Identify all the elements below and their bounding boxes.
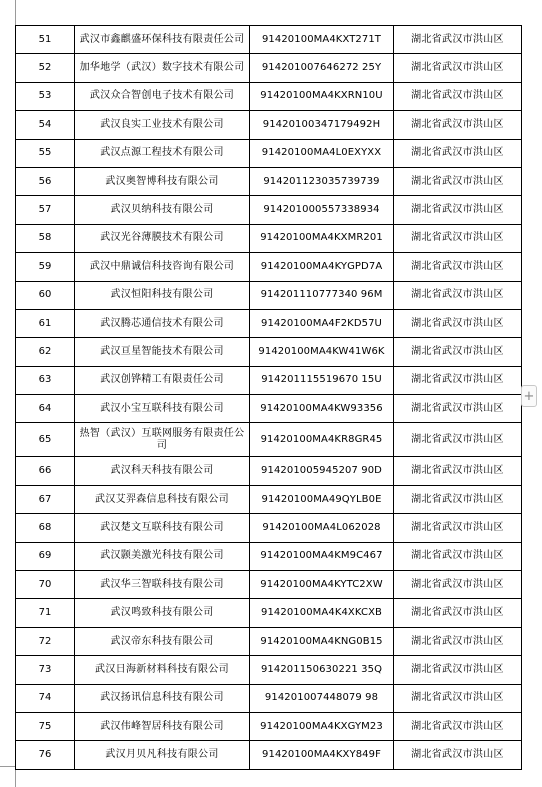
row-number-cell: 53 xyxy=(16,82,75,110)
credit-code-cell: 91420100MA4L0EXYXX xyxy=(250,139,394,167)
company-name-cell: 武汉良实工业技术有限公司 xyxy=(75,111,250,139)
table-row xyxy=(16,514,522,542)
company-name-cell: 武汉扬讯信息科技有限公司 xyxy=(75,684,250,712)
credit-code-cell: 91420100MA4KR8GR45 xyxy=(250,423,394,457)
row-number-cell: 69 xyxy=(16,542,75,570)
row-number-cell: 60 xyxy=(16,281,75,309)
company-table-body xyxy=(16,26,522,770)
row-number-cell: 51 xyxy=(16,26,75,54)
table-row xyxy=(16,253,522,281)
company-name-cell: 武汉帝东科技有限公司 xyxy=(75,627,250,655)
credit-code-cell: 914201000557338934 xyxy=(250,196,394,224)
credit-code-cell: 914201150630221 35Q xyxy=(250,656,394,684)
company-name-cell: 武汉光谷薄膜技术有限公司 xyxy=(75,224,250,252)
address-cell: 湖北省武汉市洪山区 xyxy=(394,684,522,712)
credit-code-cell: 91420100MA4KM9C467 xyxy=(250,542,394,570)
address-cell: 湖北省武汉市洪山区 xyxy=(394,741,522,769)
table-row xyxy=(16,366,522,394)
address-cell: 湖北省武汉市洪山区 xyxy=(394,571,522,599)
address-cell: 湖北省武汉市洪山区 xyxy=(394,111,522,139)
company-name-cell: 武汉伟峰智居科技有限公司 xyxy=(75,712,250,740)
plus-icon: + xyxy=(523,389,535,404)
row-number-cell: 67 xyxy=(16,485,75,513)
table-row xyxy=(16,712,522,740)
row-number-cell: 71 xyxy=(16,599,75,627)
table-row xyxy=(16,224,522,252)
table-row xyxy=(16,684,522,712)
table-row xyxy=(16,423,522,457)
row-number-cell: 59 xyxy=(16,253,75,281)
company-name-cell: 武汉日海新材料科技有限公司 xyxy=(75,656,250,684)
address-cell: 湖北省武汉市洪山区 xyxy=(394,253,522,281)
row-number-cell: 52 xyxy=(16,54,75,82)
row-number-cell: 64 xyxy=(16,395,75,423)
credit-code-cell: 91420100MA4KYTC2XW xyxy=(250,571,394,599)
address-cell: 湖北省武汉市洪山区 xyxy=(394,338,522,366)
row-number-cell: 75 xyxy=(16,712,75,740)
row-number-cell: 72 xyxy=(16,627,75,655)
credit-code-cell: 91420100MA4K4XKCXB xyxy=(250,599,394,627)
credit-code-cell: 91420100MA4KXMR201 xyxy=(250,224,394,252)
company-name-cell: 武汉点源工程技术有限公司 xyxy=(75,139,250,167)
row-number-cell: 70 xyxy=(16,571,75,599)
company-name-cell: 武汉奥智博科技有限公司 xyxy=(75,167,250,195)
address-cell: 湖北省武汉市洪山区 xyxy=(394,281,522,309)
table-row xyxy=(16,338,522,366)
row-number-cell: 73 xyxy=(16,656,75,684)
company-name-cell: 武汉恒阳科技有限公司 xyxy=(75,281,250,309)
row-number-cell: 68 xyxy=(16,514,75,542)
address-cell: 湖北省武汉市洪山区 xyxy=(394,54,522,82)
company-name-cell: 武汉市鑫麒盛环保科技有限责任公司 xyxy=(75,26,250,54)
company-name-cell: 武汉贝纳科技有限公司 xyxy=(75,196,250,224)
address-cell: 湖北省武汉市洪山区 xyxy=(394,309,522,337)
table-row xyxy=(16,54,522,82)
address-cell: 湖北省武汉市洪山区 xyxy=(394,712,522,740)
table-row xyxy=(16,281,522,309)
table-row xyxy=(16,571,522,599)
credit-code-cell: 914201007448079 98 xyxy=(250,684,394,712)
address-cell: 湖北省武汉市洪山区 xyxy=(394,457,522,485)
credit-code-cell: 91420100MA4KXRN10U xyxy=(250,82,394,110)
address-cell: 湖北省武汉市洪山区 xyxy=(394,82,522,110)
address-cell: 湖北省武汉市洪山区 xyxy=(394,627,522,655)
row-number-cell: 54 xyxy=(16,111,75,139)
company-name-cell: 武汉颢美激光科技有限公司 xyxy=(75,542,250,570)
table-row xyxy=(16,26,522,54)
row-number-cell: 76 xyxy=(16,741,75,769)
row-number-cell: 62 xyxy=(16,338,75,366)
row-number-cell: 74 xyxy=(16,684,75,712)
address-cell: 湖北省武汉市洪山区 xyxy=(394,485,522,513)
row-number-cell: 57 xyxy=(16,196,75,224)
address-cell: 湖北省武汉市洪山区 xyxy=(394,26,522,54)
row-number-cell: 55 xyxy=(16,139,75,167)
address-cell: 湖北省武汉市洪山区 xyxy=(394,656,522,684)
company-name-cell: 武汉中鼎诚信科技咨询有限公司 xyxy=(75,253,250,281)
credit-code-cell: 914201007646272 25Y xyxy=(250,54,394,82)
table-row xyxy=(16,627,522,655)
table-row xyxy=(16,485,522,513)
company-name-cell: 武汉亘星智能技术有限公司 xyxy=(75,338,250,366)
company-name-cell: 武汉创铧精工有限责任公司 xyxy=(75,366,250,394)
credit-code-cell: 91420100MA4KXY849F xyxy=(250,741,394,769)
address-cell: 湖北省武汉市洪山区 xyxy=(394,366,522,394)
crop-mark-top-left xyxy=(15,0,16,28)
table-row xyxy=(16,457,522,485)
credit-code-cell: 914201123035739739 xyxy=(250,167,394,195)
credit-code-cell: 914201110777340 96M xyxy=(250,281,394,309)
row-number-cell: 63 xyxy=(16,366,75,394)
address-cell: 湖北省武汉市洪山区 xyxy=(394,395,522,423)
row-number-cell: 58 xyxy=(16,224,75,252)
company-name-cell: 武汉小宝互联科技有限公司 xyxy=(75,395,250,423)
crop-mark-bottom-left-horizontal xyxy=(0,766,15,767)
credit-code-cell: 914201005945207 90D xyxy=(250,457,394,485)
table-row xyxy=(16,656,522,684)
credit-code-cell: 91420100MA4L062028 xyxy=(250,514,394,542)
row-number-cell: 66 xyxy=(16,457,75,485)
table-row xyxy=(16,599,522,627)
table-row xyxy=(16,309,522,337)
table-row xyxy=(16,741,522,769)
address-cell: 湖北省武汉市洪山区 xyxy=(394,196,522,224)
credit-code-cell: 91420100MA4KNG0B15 xyxy=(250,627,394,655)
credit-code-cell: 914201115519670 15U xyxy=(250,366,394,394)
address-cell: 湖北省武汉市洪山区 xyxy=(394,167,522,195)
company-name-cell: 武汉楚文互联科技有限公司 xyxy=(75,514,250,542)
company-name-cell: 武汉鸣致科技有限公司 xyxy=(75,599,250,627)
address-cell: 湖北省武汉市洪山区 xyxy=(394,224,522,252)
company-name-cell: 武汉众合智创电子技术有限公司 xyxy=(75,82,250,110)
credit-code-cell: 91420100MA4KW41W6K xyxy=(250,338,394,366)
table-row xyxy=(16,196,522,224)
address-cell: 湖北省武汉市洪山区 xyxy=(394,514,522,542)
company-name-cell: 武汉艾羿森信息科技有限公司 xyxy=(75,485,250,513)
row-number-cell: 65 xyxy=(16,423,75,457)
credit-code-cell: 91420100MA4KW93356 xyxy=(250,395,394,423)
company-name-cell: 武汉科天科技有限公司 xyxy=(75,457,250,485)
row-number-cell: 56 xyxy=(16,167,75,195)
address-cell: 湖北省武汉市洪山区 xyxy=(394,139,522,167)
table-row xyxy=(16,167,522,195)
company-name-cell: 武汉腾芯通信技术有限公司 xyxy=(75,309,250,337)
credit-code-cell: 91420100MA4KXT271T xyxy=(250,26,394,54)
row-number-cell: 61 xyxy=(16,309,75,337)
address-cell: 湖北省武汉市洪山区 xyxy=(394,542,522,570)
add-column-handle[interactable] xyxy=(521,385,537,407)
table-row xyxy=(16,542,522,570)
credit-code-cell: 91420100MA4F2KD57U xyxy=(250,309,394,337)
credit-code-cell: 91420100MA4KXGYM23 xyxy=(250,712,394,740)
company-name-cell: 热智（武汉）互联网服务有限责任公司 xyxy=(75,423,250,457)
company-name-cell: 武汉月贝凡科技有限公司 xyxy=(75,741,250,769)
company-name-cell: 武汉华三智联科技有限公司 xyxy=(75,571,250,599)
company-name-cell: 加华地学（武汉）数字技术有限公司 xyxy=(75,54,250,82)
table-row xyxy=(16,139,522,167)
credit-code-cell: 91420100MA49QYLB0E xyxy=(250,485,394,513)
credit-code-cell: 91420100347179492H xyxy=(250,111,394,139)
table-row xyxy=(16,111,522,139)
table-row xyxy=(16,82,522,110)
company-table xyxy=(15,25,522,770)
table-row xyxy=(16,395,522,423)
address-cell: 湖北省武汉市洪山区 xyxy=(394,423,522,457)
address-cell: 湖北省武汉市洪山区 xyxy=(394,599,522,627)
credit-code-cell: 91420100MA4KYGPD7A xyxy=(250,253,394,281)
